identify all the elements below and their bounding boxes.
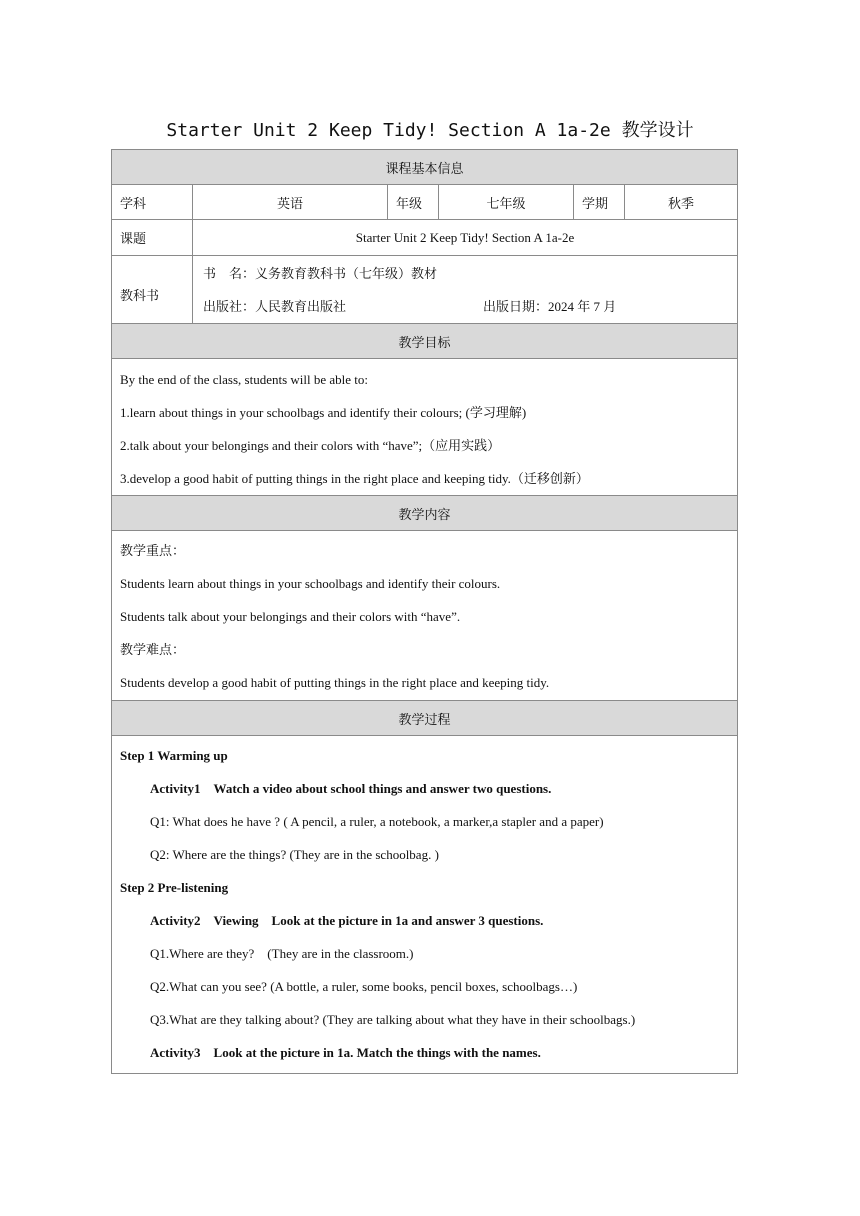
step-2-question-3: Q3.What are they talking about? (They are talking about what they have in their schoolbags.)	[150, 1012, 636, 1027]
content-body	[112, 531, 738, 701]
step-1-question-1: Q1: What does he have ? ( A pencil, a ruler, a notebook, a marker,a stapler and a paper)	[150, 814, 604, 829]
objectives-header: 教学目标	[112, 324, 738, 359]
publisher-row	[203, 290, 727, 323]
textbook-label: 教科书	[112, 256, 193, 324]
content-header: 教学内容	[112, 496, 738, 531]
difficult-point-1: Students develop a good habit of putting things in the right place and keeping tidy.	[120, 675, 550, 690]
subject-value: 英语	[193, 185, 388, 220]
objectives-intro: By the end of the class, students will be able to:	[120, 372, 369, 387]
lesson-plan-table	[111, 149, 738, 1074]
basic-info-header: 课程基本信息	[112, 150, 738, 185]
activity-1: Activity1 Watch a video about school things and answer two questions.	[150, 781, 552, 796]
term-label: 学期	[574, 185, 625, 220]
step-2-question-2: Q2.What can you see? (A bottle, a ruler, some books, pencil boxes, schoolbags…)	[150, 979, 578, 994]
step-1-title: Step 1 Warming up	[120, 748, 228, 763]
objectives-body	[112, 359, 738, 496]
page-title: Starter Unit 2 Keep Tidy! Section A 1a-2e 教学设计	[166, 120, 694, 141]
publish-date: 出版日期：2024 年 7 月	[483, 298, 617, 314]
publisher: 出版社：人民教育出版社	[203, 298, 347, 314]
subject-label: 学科	[112, 185, 193, 220]
topic-value: Starter Unit 2 Keep Tidy! Section A 1a-2e	[193, 220, 738, 256]
grade-label: 年级	[388, 185, 439, 220]
textbook-info	[193, 256, 738, 324]
key-point-2: Students talk about your belongings and their colors with “have”.	[120, 609, 461, 624]
term-value: 秋季	[625, 185, 738, 220]
step-2-question-1: Q1.Where are they? (They are in the classroom.)	[150, 946, 414, 961]
activity-3: Activity3 Look at the picture in 1a. Match the things with the names.	[150, 1045, 541, 1060]
objective-item-1: 1.learn about things in your schoolbags and identify their colours; (学习理解)	[120, 405, 527, 420]
book-name: 书 名：义务教育教科书（七年级）教材	[203, 265, 438, 281]
objective-item-2: 2.talk about your belongings and their colors with “have”;（应用实践）	[120, 438, 501, 453]
topic-label: 课题	[112, 220, 193, 256]
activity-2: Activity2 Viewing Look at the picture in 1a and answer 3 questions.	[150, 913, 544, 928]
process-body	[112, 736, 738, 1074]
objective-item-3: 3.develop a good habit of putting things in the right place and keeping tidy.（迁移创新）	[120, 471, 589, 486]
step-1-question-2: Q2: Where are the things? (They are in the schoolbag. )	[150, 847, 439, 862]
process-header: 教学过程	[112, 701, 738, 736]
difficult-points-label: 教学难点：	[120, 642, 186, 657]
step-2-title: Step 2 Pre-listening	[120, 880, 229, 895]
key-points-label: 教学重点：	[120, 543, 186, 558]
key-point-1: Students learn about things in your schoolbags and identify their colours.	[120, 576, 501, 591]
grade-value: 七年级	[439, 185, 574, 220]
